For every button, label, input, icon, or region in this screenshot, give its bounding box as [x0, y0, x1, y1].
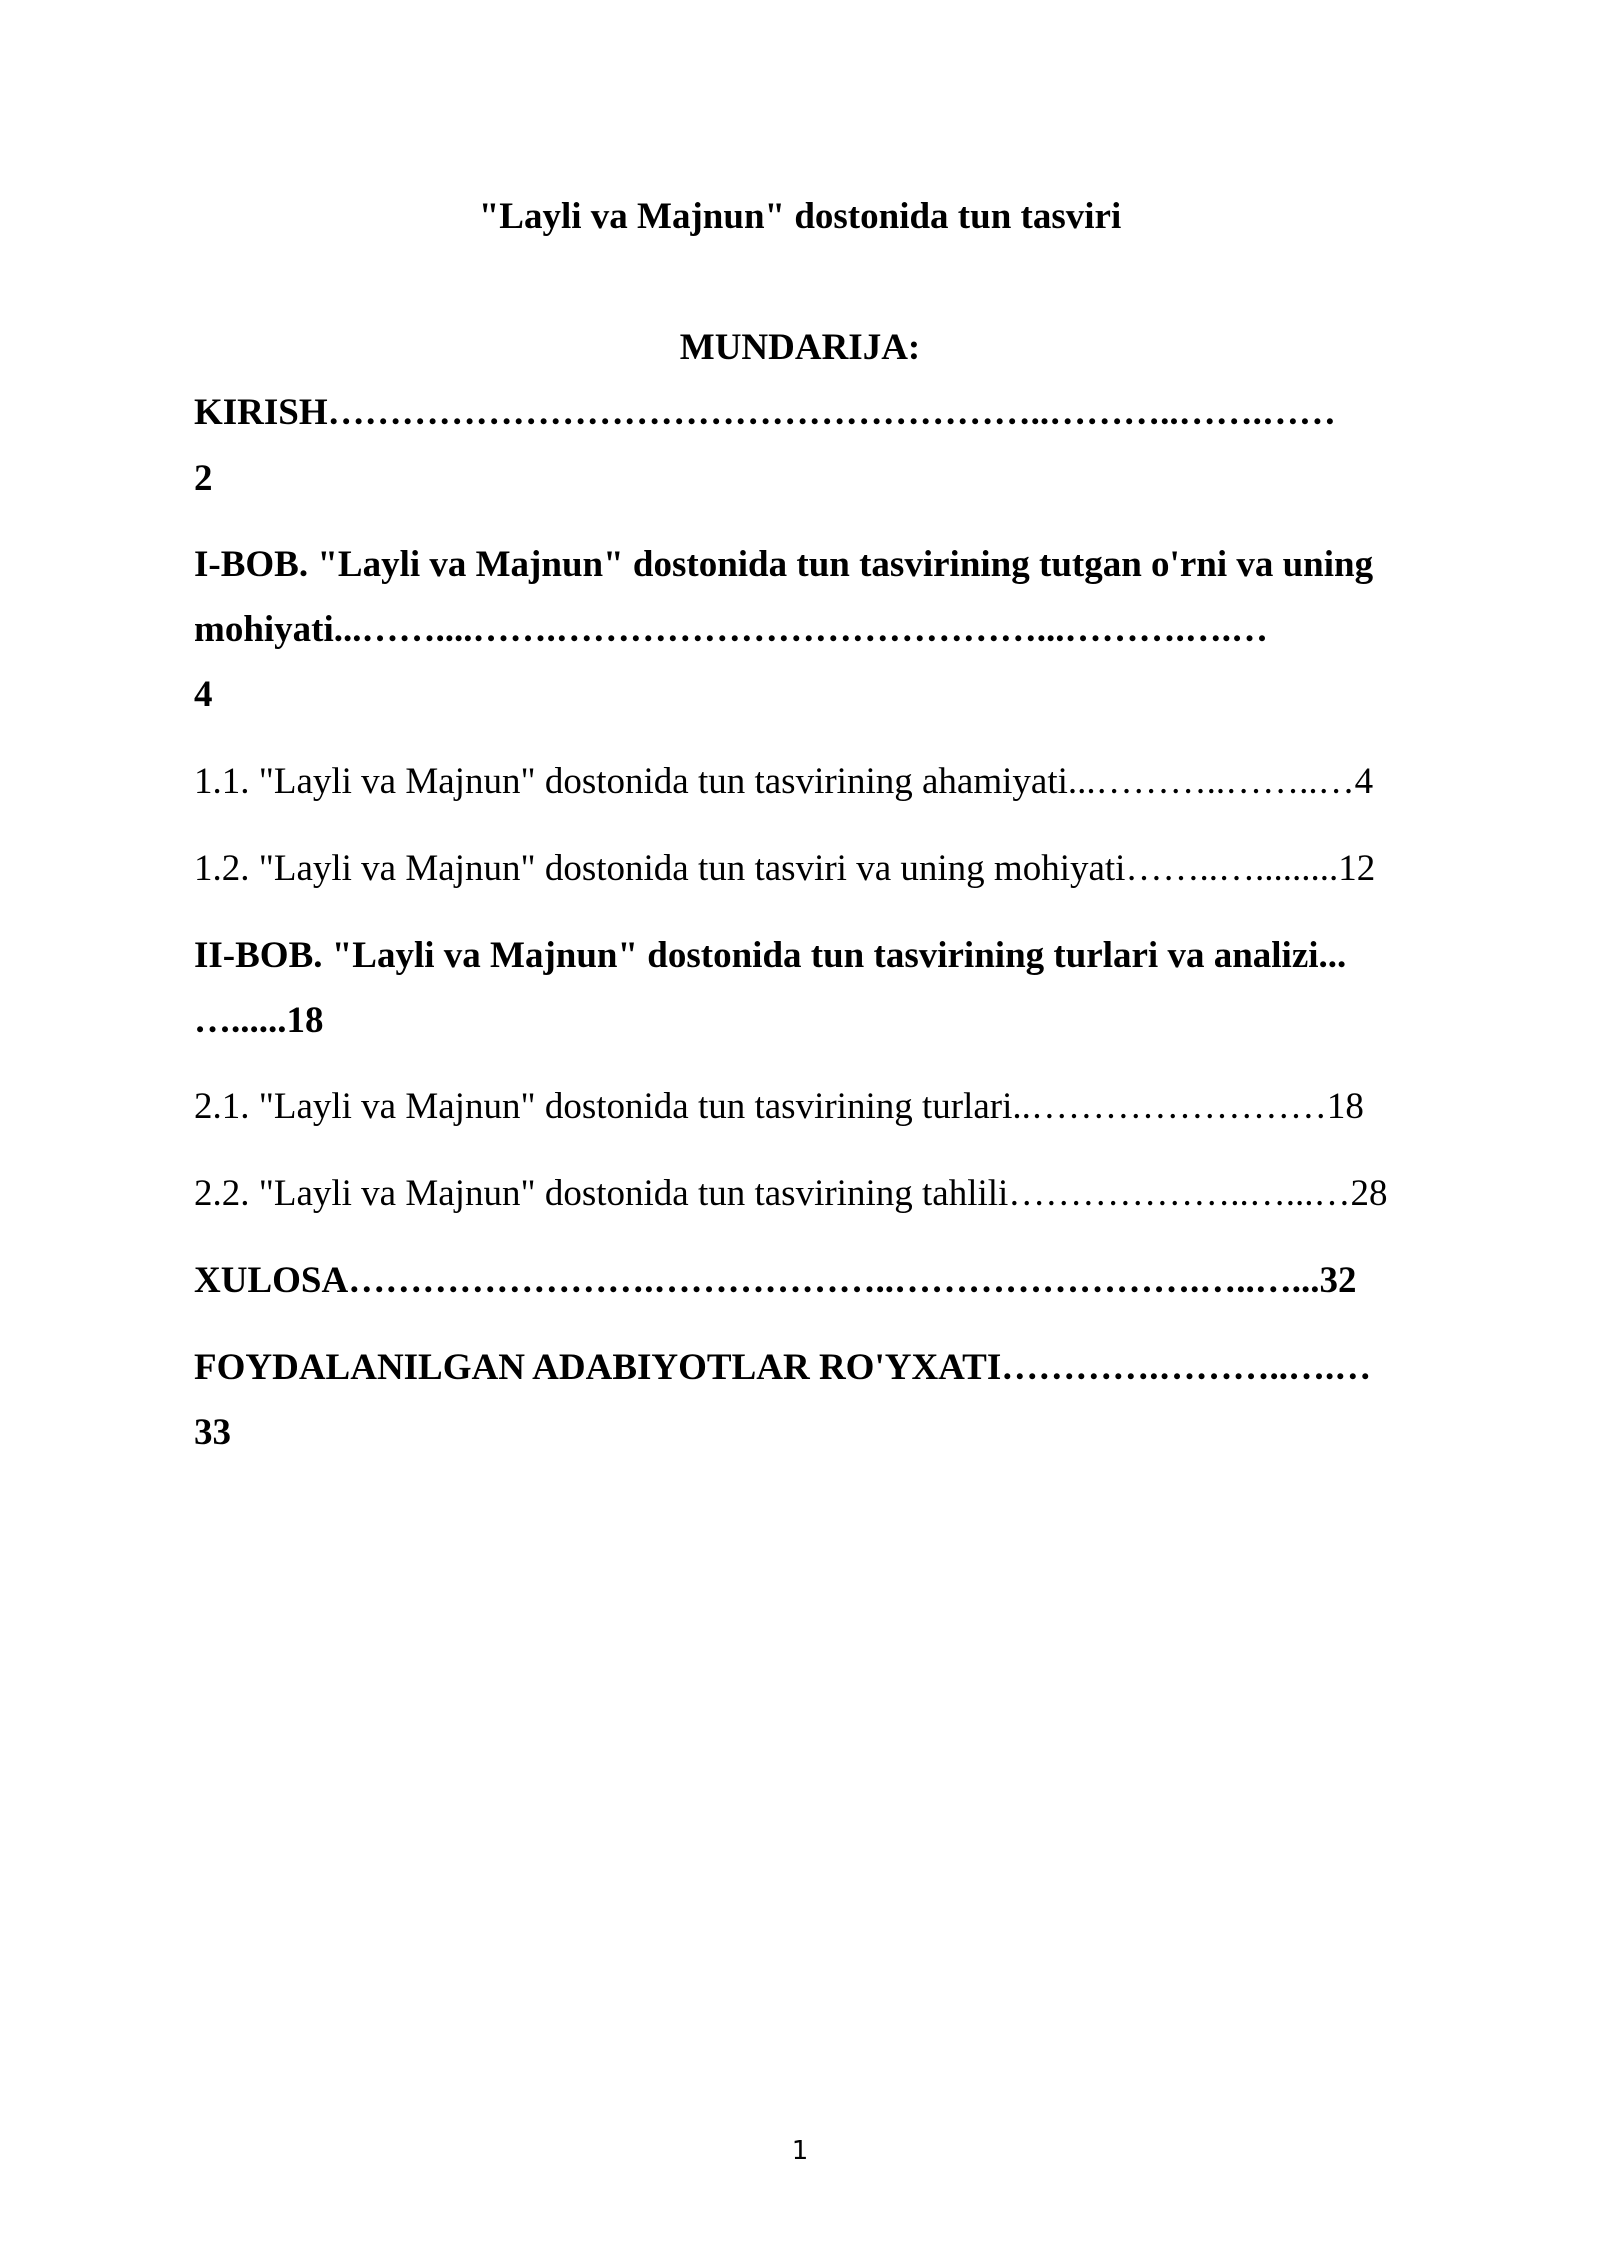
toc-entry-section-2-2: 2.2. "Layli va Majnun" dostonida tun tasvirining tahlili………………..…...…28 — [194, 1173, 1388, 1214]
toc-entry-chapter-1: I-BOB. "Layli va Majnun" dostonida tun tasvirining tutgan o'rni va uning — [194, 544, 1374, 585]
toc-heading: MUNDARIJA: — [679, 327, 921, 368]
toc-entry-chapter-2-page: …......18 — [194, 1000, 324, 1041]
page-number: 1 — [791, 2136, 809, 2166]
toc-entry-chapter-1-page: 4 — [194, 674, 213, 715]
toc-entry-xulosa: XULOSA…………………….………………..…………………….…..…...32 — [194, 1260, 1357, 1301]
toc-entry-kirish-page: 2 — [194, 458, 213, 499]
document-title: "Layli va Majnun" dostonida tun tasviri — [478, 196, 1122, 237]
toc-entry-section-2-1: 2.1. "Layli va Majnun" dostonida tun tasvirining turlari..……………………18 — [194, 1086, 1364, 1127]
toc-entry-chapter-1-cont: mohiyati...……....…….…………………………………...……….….… — [194, 609, 1269, 650]
toc-entry-chapter-2: II-BOB. "Layli va Majnun" dostonida tun tasvirining turlari va analizi... — [194, 935, 1347, 976]
toc-entry-section-1-2: 1.2. "Layli va Majnun" dostonida tun tasviri va uning mohiyati……..….........12 — [194, 848, 1376, 889]
toc-entry-section-1-1: 1.1. "Layli va Majnun" dostonida tun tasvirining ahamiyati...………..……..…4 — [194, 761, 1374, 802]
toc-entry-bibliography-page: 33 — [194, 1412, 231, 1453]
toc-entry-kirish: KIRISH…………………………………………………..………..…….…… — [194, 392, 1336, 433]
toc-entry-bibliography: FOYDALANILGAN ADABIYOTLAR RO'YXATI………….………..….… — [194, 1347, 1372, 1388]
